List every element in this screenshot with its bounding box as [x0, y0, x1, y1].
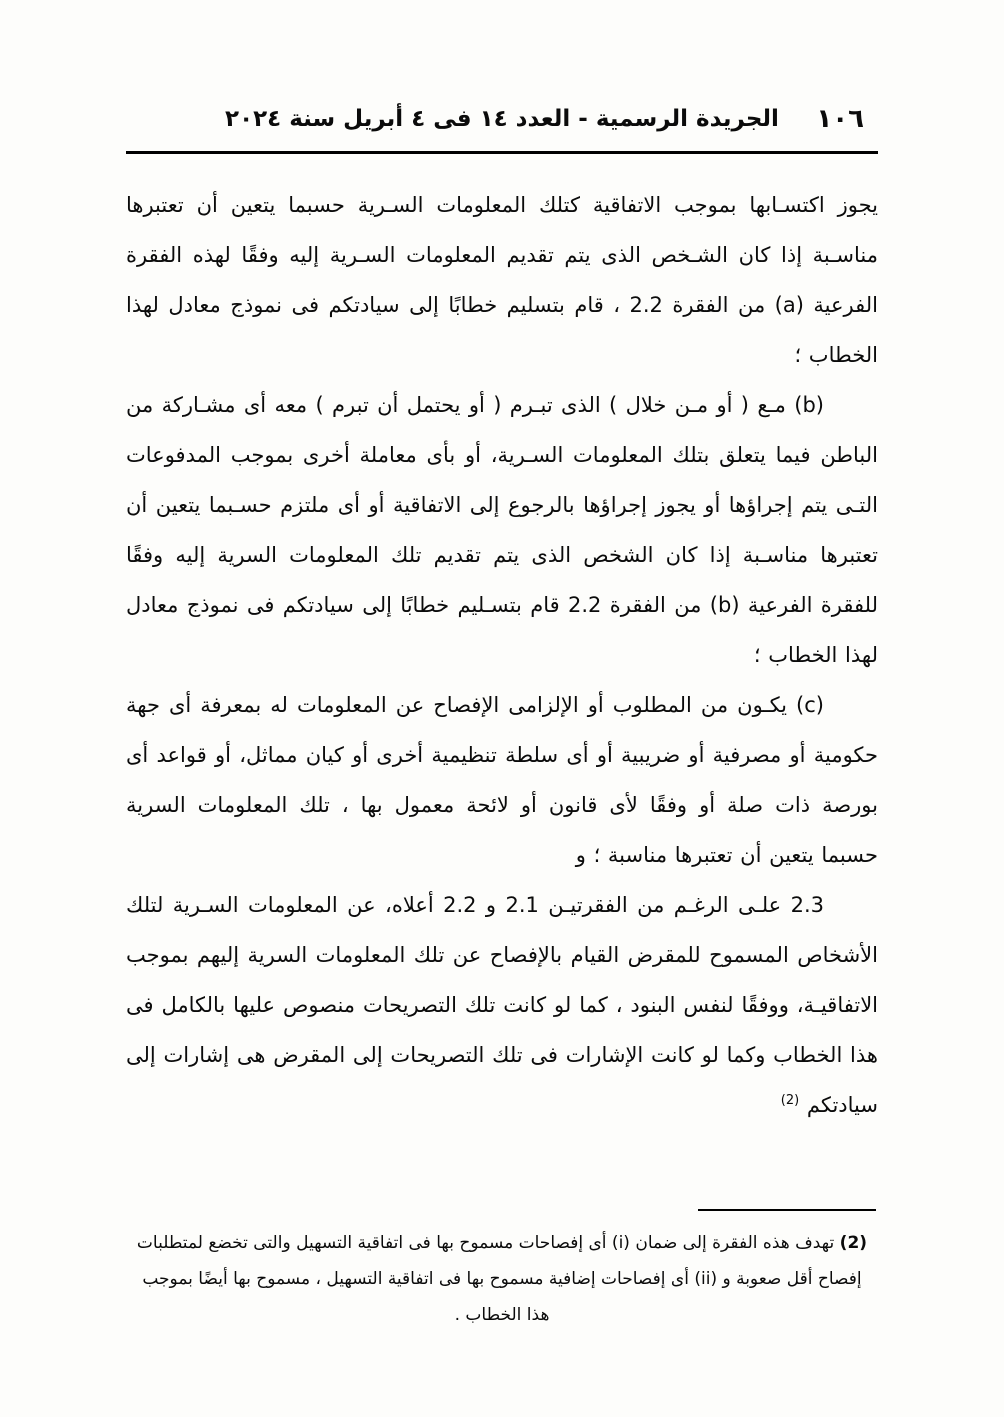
paragraph-2-3	[126, 880, 878, 1130]
footnote-text: تهدف هذه الفقرة إلى ضمان (i) أى إفصاحات مسموح بها فى اتفاقية التسهيل والتى تخضع لمتطلبات إفصاح أقل صعوبة و (ii) أى إفصاحات إضافية مسموح بها فى اتفاقية التسهيل ، مسموح بها أيضًا بموجب هذا الخطاب .	[136, 1233, 862, 1325]
paragraph-continuation-a: يجوز اكتسـابها بموجب الاتفاقية كتلك المعلومات السـرية حسبما يتعين أن تعتبرها مناسـبة إذا كان الشـخص الذى يتم تقديم المعلومات السـرية إليه وفقًا لهذه الفقرة الفرعية (a) من الفقرة 2.2 ، قام بتسليم خطابًا إلى سيادتكم فى نموذج معادل لهذا الخطاب ؛	[126, 193, 878, 367]
gazette-title: الجريدة الرسمية - العدد ١٤ فى ٤ أبريل سنة ٢٠٢٤	[225, 106, 779, 132]
header-divider	[126, 151, 878, 154]
footnote-marker: (2)	[839, 1233, 868, 1253]
paragraph-c: (c) يكـون من المطلوب أو الإلزامى الإفصاح عن المعلومات له بمعرفة أى جهة حكومية أو مصرفية أو ضريبية أو أى سلطة تنظيمية أخرى أو كيان مماثل، أو قواعد أى بورصة ذات صلة أو وفقًا لأى قانون أو لائحة معمول بها ، تلك المعلومات السرية حسبما يتعين أن تعتبرها مناسبة ؛ و	[126, 693, 878, 867]
footnote-area	[126, 1209, 878, 1333]
footnote	[130, 1225, 874, 1333]
footnote-divider	[698, 1209, 876, 1211]
page-header	[126, 104, 878, 144]
footnote-reference: (2)	[780, 1093, 800, 1108]
paragraph-b: (b) مـع ( أو مـن خلال ) الذى تبـرم ( أو يحتمل أن تبرم ) معه أى مشـاركة من الباطن فيما يتعلق بتلك المعلومات السـرية، أو بأى معاملة أخرى بموجب المدفوعات التـى يتم إجراؤها أو يجوز إجراؤها بالرجوع إلى الاتفاقية أو أى ملتزم حسـبما يتعين أن تعتبرها مناسـبة إذا كان الشخص الذى يتم تقديم تلك المعلومات السرية إليه وفقًا للفقرة الفرعية (b) من الفقرة 2.2 قام بتسـليم خطابًا إلى سيادتكم فى نموذج معادل لهذا الخطاب ؛	[126, 393, 878, 667]
document-body	[126, 180, 878, 1130]
paragraph-2-3-text: 2.3 علـى الرغـم من الفقرتيـن 2.1 و 2.2 أعلاه، عن المعلومات السـرية لتلك الأشخاص المسموح للمقرض القيام بالإفصاح عن تلك المعلومات السرية إليهم بموجب الاتفاقيـة، ووفقًا لنفس البنود ، كما لو كانت تلك التصريحات منصوص عليها بالكامل فى هذا الخطاب وكما لو كانت الإشارات فى تلك التصريحات إلى المقرض هى إشارات إلى سيادتكم	[126, 893, 878, 1117]
page-number: ١٠٦	[816, 104, 864, 134]
